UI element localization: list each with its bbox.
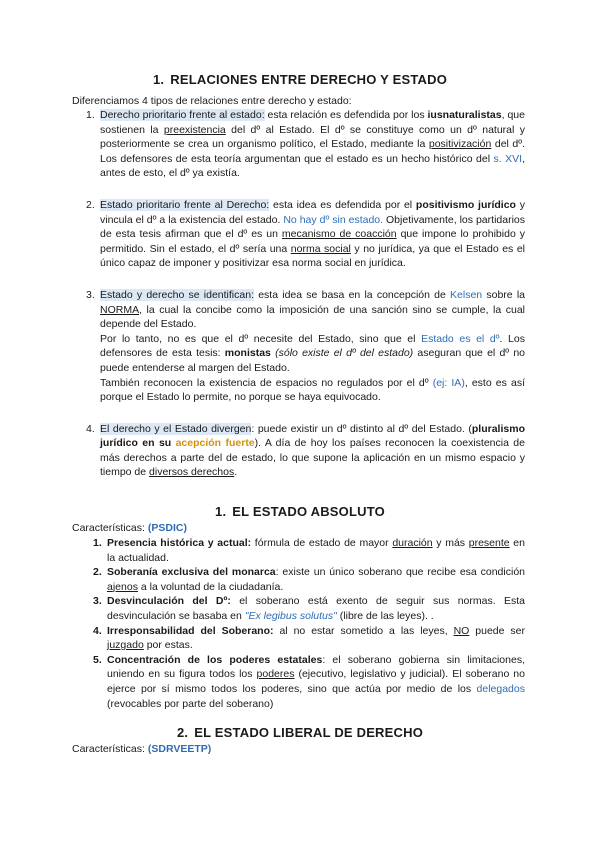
list-item: 2. Estado prioritario frente al Derecho: esta idea es defendida por el positivismo jurídico y vincula el dº a la existencia del estado. No hay dº sin estado. Objetivamente, los partidarios de esta tesis afirman que el dº es un mecanismo de coacción que impone lo prohibido y permitido. Sin el estado, el dº sería una norma social y no jurídica, ya que el Estado es el único capaz de imponer y positivizar esa norma social en jurídica. — [86, 198, 526, 270]
list-item: 4. Irresponsabilidad del Soberano: al no estar sometido a las leyes, NO puede ser juzgado por estas. — [93, 624, 526, 652]
intro-text: Diferenciamos 4 tipos de relaciones entre derecho y estado: — [72, 95, 352, 107]
section-heading-absoluto: 1. EL ESTADO ABSOLUTO — [215, 504, 385, 519]
list-item: 5. Concentración de los poderes estatales: el soberano gobierna sin limitaciones, uniendo en su figura todos los poderes (ejecutivo, legislativo y judicial). El soberano no ejerce por sí mismo todos los poderes, sino que actúa por medio de los delegados (revocables por parte del soberano) — [93, 653, 525, 710]
list-item: 4. El derecho y el Estado divergen: puede existir un dº distinto al dº del Estado. (pluralismo jurídico en su acepción fuerte). A día de hoy los países reconocen la coexistencia de más derechos a parte del de estado, lo que supone la aplicación en un mismo espacio y tiempo de diversos derechos. — [86, 422, 525, 479]
list-item: 3. Desvinculación del Dº: el soberano está exento de seguir sus normas. Esta desvinculación se basaba en "Ex legibus solutus" (libre de las leyes). . — [93, 595, 525, 622]
list-item: 3. Estado y derecho se identifican: esta idea se basa en la concepción de Kelsen sobre la NORMA, la cual la concibe como la imposición de una sanción sino se cumple, la cual depende del Estado. Por lo tanto, no es que el dº necesite del Estado, sino que el Estado es el dº. Los defensores de esta tesis: monistas (sólo existe el dº del estado) aseguran que el dº no puede entenderse al margen del Estado. También reconocen la existencia de espacios no regulados por el dº (ej: IA), esto es así porque el Estado lo permite, no porque se haya equivocado. — [86, 288, 526, 404]
list-item: 1. Derecho prioritario frente al estado: esta relación es defendida por los iusnaturalistas, que sostienen la preexistencia del dº al Estado. El dº se constituye como un dº natural y posteriormente se crea un organismo político, el Estado, mediante la positivización del dº. Los defensores de esta teoría argumentan que el estado es un hecho histórico del s. XVI, antes de esto, el dº ya existía. — [86, 109, 525, 180]
relations-list — [86, 108, 526, 480]
section-heading-relaciones: 1. RELACIONES ENTRE DERECHO Y ESTADO — [153, 72, 447, 87]
absoluto-list — [93, 536, 526, 711]
list-item: 1. Presencia histórica y actual: fórmula de estado de mayor duración y más presente en la actualidad. — [93, 537, 525, 564]
section-heading-liberal: 2. EL ESTADO LIBERAL DE DERECHO — [176, 725, 424, 740]
liberal-characteristics-label: Características: (SDRVEETP) — [72, 743, 212, 755]
absoluto-characteristics-label: Características: (PSDIC) — [72, 522, 187, 534]
list-item: 2. Soberanía exclusiva del monarca: existe un único soberano que recibe esa condición ajenos a la voluntad de la ciudadanía. — [93, 566, 525, 593]
